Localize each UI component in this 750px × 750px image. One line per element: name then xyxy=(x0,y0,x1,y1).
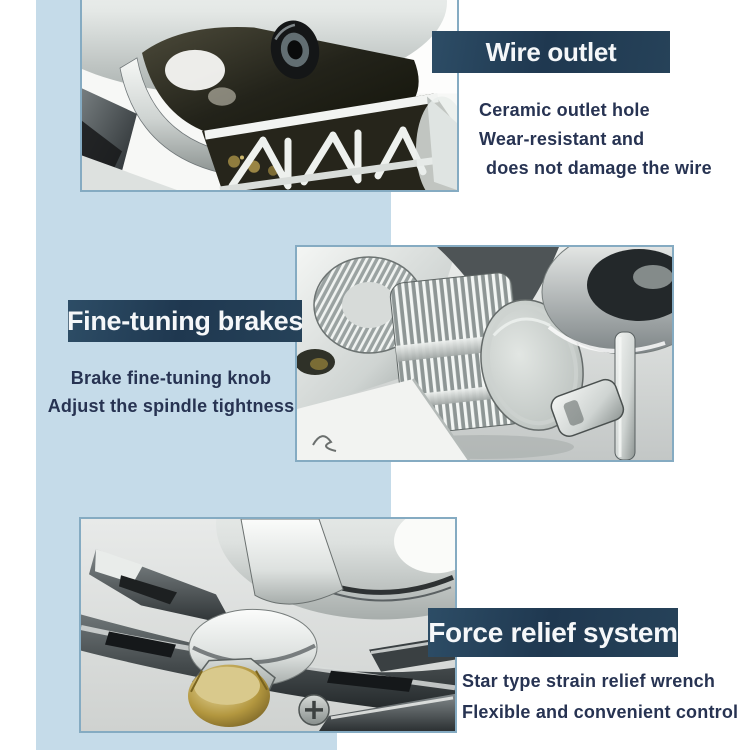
left-accent-band-lower xyxy=(36,733,337,750)
desc-wire-outlet xyxy=(479,96,712,183)
photo-star-wrench xyxy=(79,517,457,733)
label-fine-tuning-brakes xyxy=(68,300,302,342)
desc-force-relief-line-2: Flexible and convenient control xyxy=(462,702,739,722)
label-force-relief-system xyxy=(428,608,678,657)
star-wrench-illustration xyxy=(81,519,455,731)
desc-wire-outlet-line-2: Wear-resistant and xyxy=(479,129,645,149)
desc-fine-tuning-line-2: Adjust the spindle tightness xyxy=(47,396,295,416)
desc-wire-outlet-line-3: does not damage the wire xyxy=(486,158,712,178)
label-force-relief-system-text: Force relief system xyxy=(428,616,678,648)
wire-outlet-illustration xyxy=(82,0,457,190)
label-wire-outlet xyxy=(432,31,670,73)
photo-brake-knob xyxy=(295,245,674,462)
desc-wire-outlet-line-1: Ceramic outlet hole xyxy=(479,100,650,120)
desc-force-relief-system xyxy=(462,666,738,728)
desc-fine-tuning-brakes xyxy=(40,364,302,420)
photo-wire-outlet xyxy=(80,0,459,192)
label-wire-outlet-text: Wire outlet xyxy=(485,36,617,67)
desc-force-relief-line-1: Star type strain relief wrench xyxy=(462,671,716,691)
brake-knob-illustration xyxy=(297,247,672,460)
label-fine-tuning-brakes-text: Fine-tuning brakes xyxy=(66,305,304,336)
desc-fine-tuning-line-1: Brake fine-tuning knob xyxy=(70,368,272,388)
